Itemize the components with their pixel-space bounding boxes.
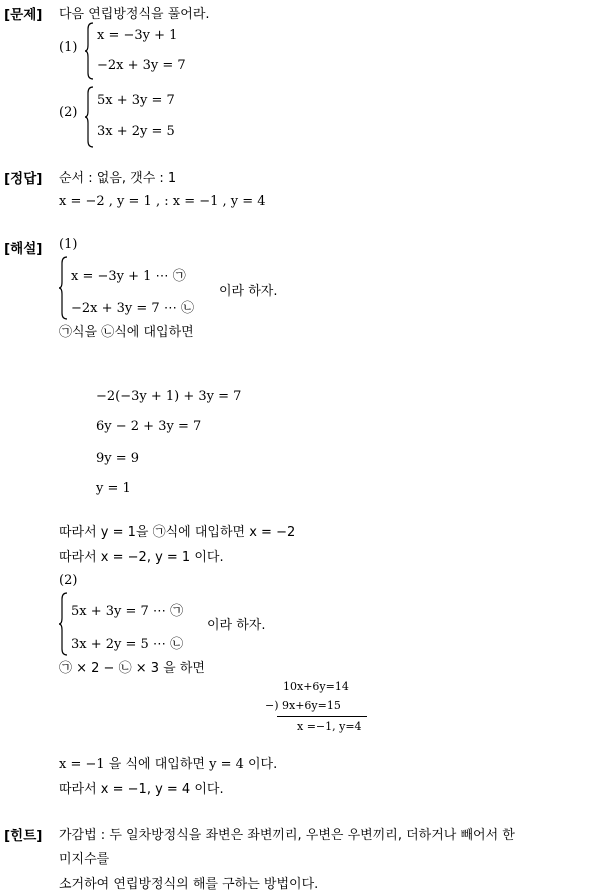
solution-1-conclusion-2: 따라서 x = −2, y = 1 이다. [59,550,224,565]
problem-2-eq1: 5x + 3y = 7 [97,93,175,108]
solution-1-suffix: 이라 하자. [219,284,278,299]
hint-line2: 미지수를 [59,852,110,867]
problem-1-eq1: x = −3y + 1 [97,28,178,43]
solution-2-eq2: 3x + 2y = 5 ⋯ ㉡ [71,637,184,652]
solution-2-op-text: ㉠ × 2 − ㉡ × 3 을 하면 [59,661,205,676]
problem-2-number: (2) [59,105,78,120]
solution-1-sub-text: ㉠식을 ㉡식에 대입하면 [59,325,194,340]
solution-1-step-4: y = 1 [96,481,131,496]
problem-label: [문제] [4,7,43,23]
solution-2-eq1: 5x + 3y = 7 ⋯ ㉠ [71,604,184,619]
solution-2-suffix: 이라 하자. [207,618,266,633]
hint-line3: 소거하여 연립방정식의 해를 구하는 방법이다. [59,877,319,892]
problem-1-eq2: −2x + 3y = 7 [97,58,186,73]
elimination-line-1: 10x+6y=14 [283,680,349,693]
solution-1-eq2: −2x + 3y = 7 ⋯ ㉡ [71,301,194,316]
elimination-line-3: x =−1, y=4 [297,720,362,733]
solution-2-conclusion-2: 따라서 x = −1, y = 4 이다. [59,782,224,797]
elimination-line-2: −) 9x+6y=15 [265,699,341,712]
answer-label: [정답] [4,171,43,187]
solution-2-number: (2) [59,573,78,588]
solution-1-eq1: x = −3y + 1 ⋯ ㉠ [71,269,186,284]
answer-line1: 순서 : 없음, 갯수 : 1 [59,171,177,186]
elimination-rule [277,716,367,717]
problem-1-number: (1) [59,40,78,55]
solution-1-number: (1) [59,237,78,252]
hint-label: [힌트] [4,828,43,844]
brace-icon [84,22,94,80]
solution-2-conclusion-1: x = −1 을 식에 대입하면 y = 4 이다. [59,757,278,772]
hint-line1: 가감법 : 두 일차방정식을 좌변은 좌변끼리, 우변은 우변끼리, 더하거나 빼어서 한 [59,828,515,843]
solution-1-step-2: 6y − 2 + 3y = 7 [96,419,202,434]
solution-1-step-3: 9y = 9 [96,451,140,466]
solution-1-step-1: −2(−3y + 1) + 3y = 7 [96,389,242,404]
problem-instruction: 다음 연립방정식을 풀어라. [59,7,210,22]
brace-icon [84,86,94,148]
brace-icon [58,592,68,656]
answer-line2: x = −2 , y = 1 , : x = −1 , y = 4 [59,194,266,209]
problem-2-eq2: 3x + 2y = 5 [97,124,175,139]
solution-1-conclusion-1: 따라서 y = 1을 ㉠식에 대입하면 x = −2 [59,525,296,540]
brace-icon [58,256,68,320]
solution-label: [해설] [4,241,43,257]
